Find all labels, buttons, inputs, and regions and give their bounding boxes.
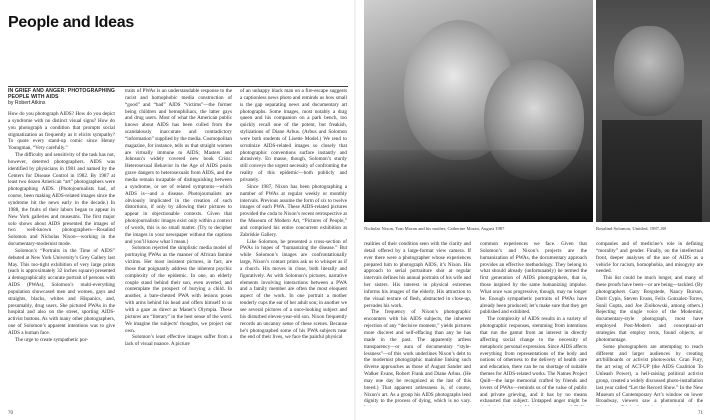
article-kicker: IN GRIEF AND ANGER: PHOTOGRAPHING PEOPLE WITH AIDS — [8, 88, 115, 100]
heading-rule — [8, 86, 348, 87]
paragraph: The urge to create sympathetic por- — [15, 336, 89, 343]
paragraph: Solomon’s least effective images suffer from a lack of visual nuance. A picture — [125, 334, 232, 348]
paragraph: The difficulty and sensitivity of the task has not, however, deterred photographers. AIDS was identified by physicians in 1981 and named by the Centers for Disease Control in 1982. By 1987 at least two dozen American “art” photographers were photographing AIDS. (Photojournalists had, of course, been making AIDS-related images since the syndrome hit the news early in the decade.) In 1988, the fruits of their labors began to appear in New York galleries and museums. The first major solo shows about AIDS presented the images of two well-known photographers—Rosalind Solomon and Nicholas Nixon—working in the documentary-modernist mode. — [8, 152, 115, 248]
paragraph: Since 1987, Nixon has been photographing a number of PWAs at regular weekly or monthly intervals. Previous assume the form of six to twelve images of each PWA. These AIDS-related pictures provided the coda to Nixon’s recent retrospective at the Museum of Modern Art, “Pictures of People,” and comprised his entire concurrent exhibition at Zabriskie Gallery. — [240, 183, 347, 238]
page-gutter — [354, 0, 356, 420]
photo-figure — [614, 26, 684, 116]
article-byline — [8, 88, 115, 106]
paragraph: Solomon’s “Portraits in the Time of AIDS” debuted at New York University’s Grey Gallery last May. This too-tight exhibition of very large prints (each is approximately 32 inches square) presented a demographically accurate portrait of persons with AIDS (PWAs), Solomon’s multi-everything population showcased men and women, gays and straights, blacks, whites and Hispanics, and, presumably, drug users. She pictured PWAs in the hospital and also on the street, sporting AIDS-activist buttons. As with many other photographers, one of Solomon’s apparent intentions was to give AIDS a human face. — [8, 247, 115, 336]
paragraph: common experiences we face. Given that Solomon’s and Nixon’s projects are the humanization of PWAs, the documentary approach provides an effective methodology. They belong to what should already (unfortunately) be termed the first generation of AIDS photographers, that is, those inspired by the same humanizing impulse. What once was progressive, though, may no longer be. Enough sympathetic portraits of PWAs have already been produced; let’s make sure that they get published and exhibited. — [480, 241, 587, 316]
paragraph: How do you photograph AIDS? How do you depict a syndrome with no distinct visual signs? How do you photograph a condition that prompts social stigmatization as frequently as it elicits sympathy? To quote every stand-up comic since Henny Youngman, “Very carefully.” — [8, 111, 115, 152]
page-number-right: 71 — [698, 411, 703, 416]
paragraph: Solomon rejected the simplistic media model of portraying PWAs as the manner of African famine victims. Her most insistent pictures, in fact, are those that poignantly address the inherent psychic complexity of the epidemic. In one, an elderly couple stand behind their son, even averted, and contemplate the prospect of burying a child. In another, a bare-chested PWA with lesions poses with arms behind his head and offers himself to us with a gaze as direct as Manet’s Olympia. These pictures are “literary” in the best sense of the word. We imagine the subjects’ thoughts, we project our own. — [125, 245, 232, 334]
text-column-2 — [125, 88, 232, 406]
article-author: by Robert Atkins — [8, 100, 46, 106]
text-column-6 — [596, 241, 703, 406]
paragraph: traits of PWAs is an understandable response to the racist and homophobic media construction of “good” and “bad” AIDS “victims”—the former being children and hemophiliacs, the latter gays and drug users. Most of what the American public knows about AIDS has been culled from the scandalously inaccurate and contradictory “information” supplied by the media. Cosmopolitan magazine, for instance, tells us that straight women are virtually immune to AIDS; Masters and Johnson’s widely covered new book Crisis: Heterosexual Behavior in the Age of AIDS posits grave dangers to heterosexuals from AIDS, and the media remain incapable of distinguishing between a syndrome, or set of related symptoms—which AIDS is—and a disease. Photojournalists are obviously implicated in the creation of such distortions, if only by allowing their pictures to appear in objectionable contexts. Given that photojournalistic images exist only within a context of words, this is no small matter. (Try to decipher the images in your newspaper without the captions and you’ll know what I mean.) — [125, 88, 232, 245]
photo-figure — [602, 120, 702, 222]
paragraph: Like Solomon, he presented a cross-section of PWAs in hopes of “humanizing the disease.” But while Solomon’s images are confrontationally large, Nixon’s contact prints ask us to whisper as if a church. His moves in close, both literally and figuratively. As with Solomon’s pictures, narrative elements involving interactions between a PWA and a family member are often the most eloquent aspect of the work. In one portrait a mother tenderly cups the ear of her adult son; in another we see several pictures of a once-looking subject and his disturbed eleven-year-old son. Nixon frequently records an uncanny sense of these scenes. Because he’s photographed some of his PWA subjects near the end of their lives, we face the painful physical — [240, 238, 347, 341]
paragraph: of an unhappy black man on a fire-escape suggests a captionless news photo and reminds us how small is the gap separating news and documentary art photographs. Some images, most notably a drag queen and his companion on a park bench, too quickly recall one of the potent, but freakish, stylizations of Diane Arbus. (Arbus and Solomon were both students of Lisette Model.) We tend to scrutinize AIDS-related images so closely that photographic conventions surface instantly and abrasively. En masse, though, Solomon’s sturdy still conveys the urgent necessity of confronting the reality of this epidemic—both publicly and privately. — [240, 88, 347, 183]
paragraph: The frequency of Nixon’s photographic encounters with his AIDS subjects, the inherent rejection of any “decisive moment,” yields pictures more discreet and self-effacing than any he has made in the past. The apparently artless transparency—or aura of documentary “style-lessness”—of this work underlines Nixon’s debt to the modernist photographic mainline linking such diverse approaches as those of August Sander and Walker Evans, Robert Frank and Diane Arbus. (He may one day be recognized as the last of this breed.) That apparent artlessness is, of course, Nixon’s art. As a group his AIDS photographs lend dignity to the process of dying, which is no vary. — [364, 309, 471, 405]
photo-caption-side: Rosalind Solomon, Untitled, 1987–88 — [596, 226, 666, 231]
section-heading: People and Ideas — [8, 14, 134, 31]
photo-untitled — [596, 0, 710, 222]
text-column-3 — [240, 88, 347, 406]
photo-mother-and-son — [364, 0, 593, 222]
page-number-left: 70 — [8, 411, 13, 416]
paragraph: companies and of medicine’s role in defining “morality” and gender. Finally, on the intellectual front, deeper analyses of the use of AIDS as a vehicle for racism, homophobia, and misogyny are needed. — [596, 241, 703, 275]
paragraph: Some photographers are attempting to reach different and larger audiences by creating art/billboards or activist photoworks. Gran Fury, the art wing of ACT-UP (the AIDS Coalition To Unleash Power), a hell-raising political activist group, created a widely discussed photo-installation last year called “Let the Record Show.” In the New Museum of Contemporary Art’s window on lower Broadway, viewers saw a photomural of the — [596, 343, 703, 405]
paragraph: The complexity of AIDS results in a variety of photographic responses, stemming from intentions that run the gamut from an interest in directly affecting social change to the necessity of metaphoric personal expression. Since AIDS affects everything from representations of the body and notions of otherness to the delivery of health care and education, there can be no shortage of suitable themes for AIDS-related works. The Names Project Quilt—the large memorial crafted by friends and lovers of PWAs—reminds us of the value of public and private grieving, and it has by no means exhausted that subject. Untapped anger might be — [480, 316, 587, 405]
photo-caption-main: Nicholas Nixon, Tom Moran and his mother, Catherine Moran, August 1987 — [364, 226, 505, 231]
paragraph: This list could be much longer, and many of these proofs have been—or are being—tackled. (By photographers Gary Borgstede, Nancy Burson, Dorit Cypis, Steven Evans, Felix Gonzalez-Torres, Sunil Gupta, and Joe Ziolkowski, among others.) Rejecting the single voice of the Modernist, documentary-style photograph, most have employed Post-Modern and conceptual-art strategies that employ texts, found objects, or photomontage. — [596, 275, 703, 343]
paragraph: realities of their condition seen with the clarity and detail offered by a large-format view camera. If ever there were a photographer whose experiences prepared him to photograph AIDS, it’s Nixon. His approach to serial portraiture shot at regular intervals defines his annual portraits of his wife and her sisters. His interest in physical extremes informs his images of the elderly. His attraction to the visual texture of flesh, abstracted in close-up, pervades his work. — [364, 241, 471, 309]
text-column-4 — [364, 241, 471, 406]
photo-shadow — [364, 150, 593, 222]
text-column-1 — [8, 88, 115, 406]
text-column-5 — [480, 241, 587, 406]
